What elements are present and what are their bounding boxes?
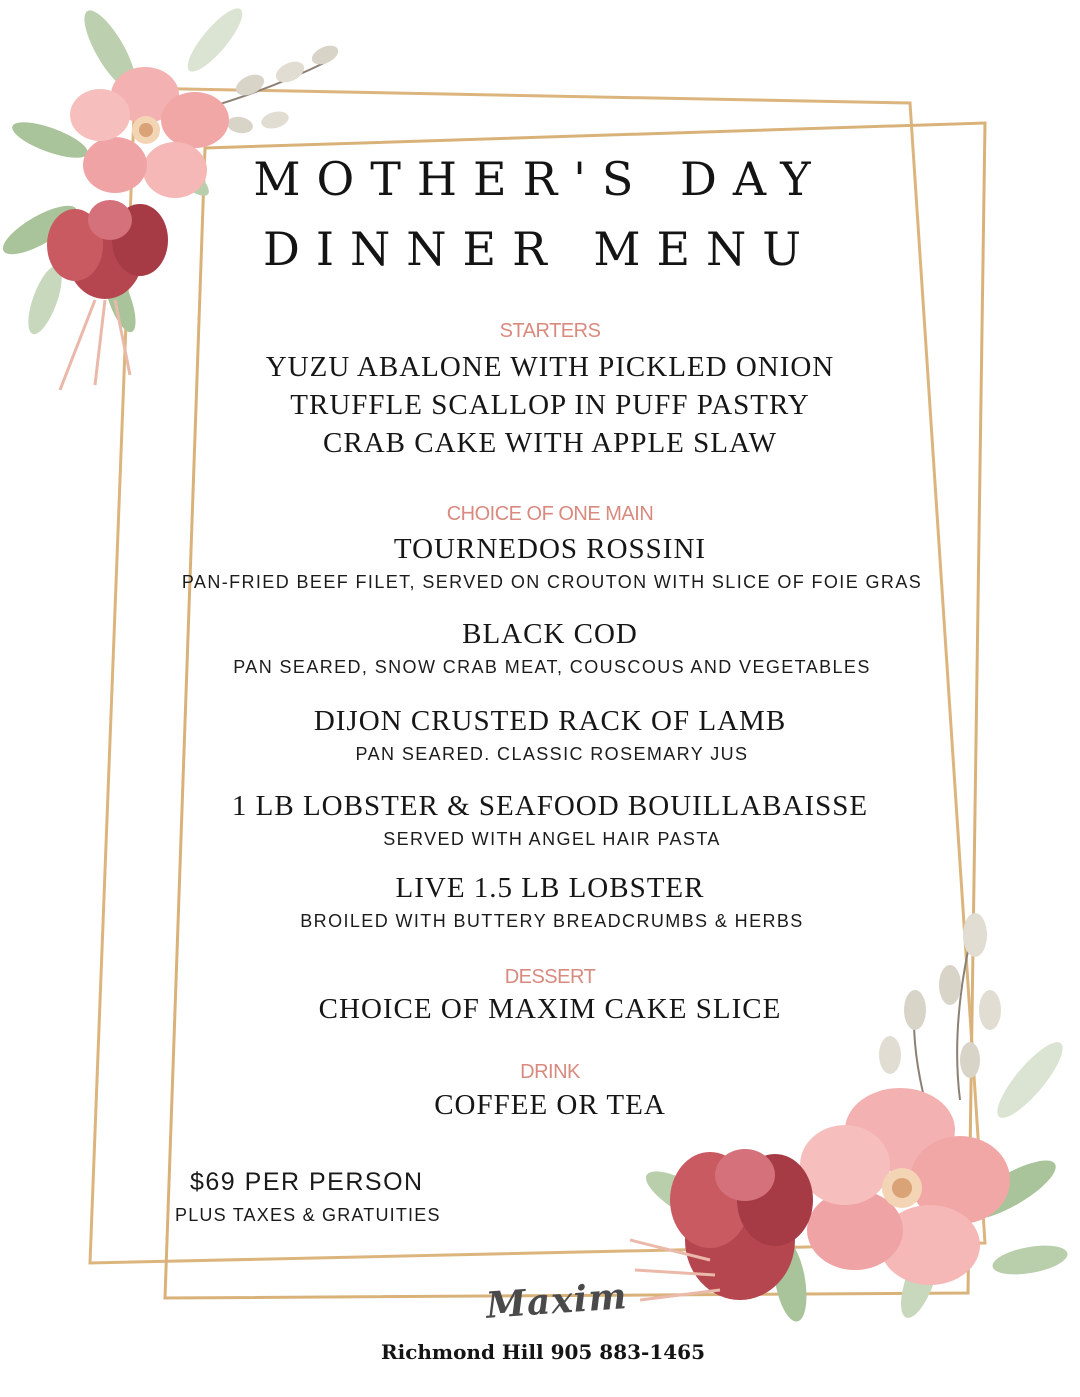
price: $69 PER PERSON	[190, 1168, 424, 1196]
main-item-description: BROILED WITH BUTTERY BREADCRUMBS & HERBS	[300, 911, 804, 931]
starter-item: CRAB CAKE WITH APPLE SLAW	[323, 427, 777, 459]
menu-title-line-1: MOTHER'S DAY	[253, 152, 827, 206]
drink-item: COFFEE OR TEA	[434, 1089, 666, 1121]
starter-item: TRUFFLE SCALLOP IN PUFF PASTRY	[290, 389, 810, 421]
starter-item: YUZU ABALONE WITH PICKLED ONION	[265, 351, 835, 383]
main-item-name: DIJON CRUSTED RACK OF LAMB	[313, 705, 787, 737]
main-item-description: PAN SEARED. CLASSIC ROSEMARY JUS	[355, 744, 749, 764]
main-item-description: PAN-FRIED BEEF FILET, SERVED ON CROUTON WITH SLICE OF FOIE GRAS	[181, 572, 923, 592]
price-note: PLUS TAXES & GRATUITIES	[175, 1205, 441, 1225]
main-item-name: TOURNEDOS ROSSINI	[393, 533, 707, 565]
main-item-name: 1 LB LOBSTER & SEAFOOD BOUILLABAISSE	[231, 790, 869, 822]
section-heading-dessert: DESSERT	[504, 966, 596, 988]
section-heading-mains: CHOICE OF ONE MAIN	[446, 503, 654, 525]
section-heading-starters: STARTERS	[499, 320, 601, 342]
menu-title-line-2: DINNER MENU	[262, 222, 818, 276]
main-item-name: BLACK COD	[462, 618, 638, 650]
main-item-name: LIVE 1.5 LB LOBSTER	[395, 872, 705, 904]
dessert-item: CHOICE OF MAXIM CAKE SLICE	[318, 993, 782, 1025]
main-item-description: PAN SEARED, SNOW CRAB MEAT, COUSCOUS AND VEGETABLES	[233, 657, 871, 677]
restaurant-contact: Richmond Hill 905 883-1465	[380, 1340, 705, 1364]
main-item-description: SERVED WITH ANGEL HAIR PASTA	[383, 829, 721, 849]
section-heading-drink: DRINK	[520, 1061, 580, 1083]
restaurant-logo: Maxim	[484, 1275, 629, 1327]
